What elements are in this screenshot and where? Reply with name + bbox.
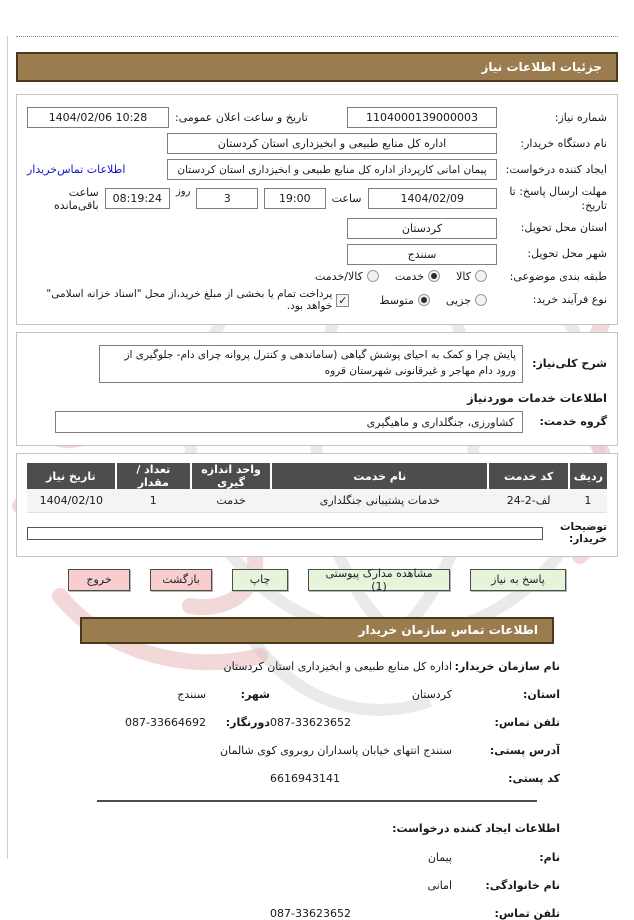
col-unit: واحد اندازه گیری [191,463,271,489]
request-creator-field[interactable]: پیمان امانی کارپرداز اداره کل منابع طبیعی و ابخیزداری استان کردستان [167,159,497,180]
cell-unit: خدمت [191,489,271,512]
section-divider [97,800,537,802]
request-creator-section [74,822,560,920]
org-name-row [74,660,560,673]
deadline-label: مهلت ارسال پاسخ: تا تاریخ: [509,185,607,212]
radio-partial-label: جزیی [445,293,471,307]
request-creator-row [27,159,607,180]
service-group-field[interactable]: کشاورزی، جنگلداری و ماهیگیری [55,411,523,433]
need-info-panel [16,94,618,325]
creator-first-name-label: نام: [539,850,560,864]
purchase-process-row [27,288,607,312]
col-code: کد خدمت [488,463,568,489]
back-button[interactable]: بازگشت [150,569,212,591]
services-info-heading: اطلاعات خدمات موردنیاز [467,391,607,406]
checkbox-checked-icon: ✓ [338,293,348,307]
creator-last-name-value: امانی [427,878,452,892]
org-phone-label: تلفن تماس: [494,715,560,729]
delivery-city-row [27,244,607,265]
radio-icon [475,270,487,282]
org-province-value: کردستان [411,687,452,701]
buyer-org-row [27,133,607,154]
services-table-panel [16,453,618,557]
service-group-row [27,411,607,433]
radio-goods-service[interactable] [315,270,379,283]
service-group-label: گروه خدمت: [539,415,607,429]
description-panel [16,332,618,446]
section-header-need-details [16,52,618,82]
buyer-comments-row [27,521,607,546]
col-row: ردیف [569,463,607,489]
announce-datetime-field[interactable]: 1404/02/06 10:28 [27,107,169,128]
buyer-comments-label: توضیحات خریدار: [559,520,607,546]
creator-phone-row [74,907,560,920]
subject-class-label: طبقه بندی موضوعی: [509,269,607,283]
radio-service[interactable] [395,270,440,283]
org-name-value: اداره کل منابع طبیعی و ابخیزداری استان کردستان [223,659,452,673]
org-address-row [74,744,560,757]
respond-button[interactable]: پاسخ به نیاز [470,569,566,591]
buyer-comments-field[interactable] [27,527,543,540]
radio-medium[interactable] [379,294,430,307]
view-attachments-button[interactable]: مشاهده مدارک پیوستی (1) [308,569,450,591]
time-remaining-field[interactable]: 08:19:24 [105,188,170,209]
announce-datetime-label: تاریخ و ساعت اعلان عمومی: [175,111,308,124]
buyer-contact-link[interactable]: اطلاعات تماس‌خریدار [27,163,126,176]
org-phone-value: 087-33623652 [270,715,351,729]
radio-goods-label: کالا [456,269,471,283]
creator-last-name-label: نام خانوادگی: [485,878,560,892]
top-dotted-divider [16,36,618,37]
radio-icon [475,294,487,306]
org-province-label: استان: [523,687,560,701]
org-province-city-row [74,688,560,701]
radio-checked-icon [418,294,430,306]
org-contact-section [74,660,560,785]
org-fax-value: 087-33664692 [125,715,206,729]
radio-medium-label: متوسط [379,293,414,307]
org-city-value: سنندج [177,687,206,701]
days-remaining-field[interactable]: 3 [196,188,258,209]
col-date: تاریخ نیاز [27,463,116,489]
radio-icon [367,270,379,282]
treasury-note: پرداخت تمام یا بخشی از مبلغ خرید،از محل "اسناد خزانه اسلامی" خواهد بود. [46,288,333,313]
delivery-province-row [27,218,607,239]
delivery-province-label: استان محل تحویل: [520,221,607,235]
action-buttons [16,566,618,593]
deadline-hour-label: ساعت [331,192,362,206]
cell-code: لف-2-24 [488,489,568,512]
deadline-time-field[interactable]: 19:00 [264,188,326,209]
radio-partial[interactable] [446,294,487,307]
org-postal-row [74,772,560,785]
col-name: نام خدمت [271,463,488,489]
services-table [27,463,607,513]
creator-phone-value: 087-33623652 [270,906,351,920]
cell-qty: 1 [116,489,191,512]
delivery-province-field[interactable]: کردستان [347,218,497,239]
treasury-checkbox-option[interactable] [27,288,349,312]
need-description-row [27,345,607,383]
purchase-process-label: نوع فرآیند خرید: [532,293,607,307]
days-label: روز [175,186,191,197]
delivery-city-label: شهر محل تحویل: [527,247,607,261]
radio-goods[interactable] [456,270,487,283]
org-address-value: سنندج انتهای خیابان پاسداران روبروی کوی شالمان [220,743,452,757]
creator-first-name-row [74,851,560,864]
buyer-org-field[interactable]: اداره کل منابع طبیعی و ابخیزداری استان کردستان [167,133,497,154]
radio-service-label: خدمت [394,269,425,283]
cell-row: 1 [569,489,607,512]
org-postal-value: 6616943141 [270,771,340,785]
deadline-row [27,185,607,213]
table-header-row [27,463,607,489]
creator-section-heading: اطلاعات ایجاد کننده درخواست: [392,821,560,835]
time-remaining-label: ساعت باقی‌مانده [54,185,99,212]
exit-button[interactable]: خروج [68,569,130,591]
need-description-field[interactable]: پایش چرا و کمک به احیای پوشش گیاهی (ساماندهی و کنترل پروانه چرای دام- جلوگیری از ورود دام مهاجر و غیرقانونی شهرستان قروه [99,345,523,383]
subject-class-row [27,270,607,284]
org-fax-label: دورنگار: [225,715,270,729]
need-number-label: شماره نیاز: [554,110,607,124]
buyer-org-label: نام دستگاه خریدار: [520,136,607,150]
org-name-label: نام سازمان خریدار: [454,659,560,673]
request-creator-label: ایجاد کننده درخواست: [505,162,607,176]
col-qty: تعداد / مقدار [116,463,191,489]
cell-name: خدمات پشتیبانی جنگلداری [271,489,488,512]
section-header-org-contact [80,617,554,644]
org-postal-label: کد پستی: [508,771,560,785]
creator-first-name-value: پیمان [427,850,452,864]
org-phone-fax-row [74,716,560,729]
need-description-label: شرح کلی‌نیاز: [532,357,607,371]
org-contact-title: اطلاعات تماس سازمان خریدار [358,623,538,638]
print-button[interactable]: چاپ [232,569,288,591]
org-city-label: شهر: [240,687,270,701]
need-number-row [27,107,607,128]
creator-last-name-row [74,879,560,892]
cell-date: 1404/02/10 [27,489,116,512]
creator-phone-label: تلفن تماس: [494,906,560,920]
radio-goods-service-label: کالا/خدمت [315,269,363,283]
radio-checked-icon [428,270,440,282]
table-row[interactable] [27,489,607,512]
deadline-date-field[interactable]: 1404/02/09 [368,188,497,209]
delivery-city-field[interactable]: سنندج [347,244,497,265]
need-details-title: جزئیات اطلاعات نیاز [481,60,602,74]
org-address-label: آدرس پستی: [489,743,560,757]
need-number-field[interactable]: 1104000139000003 [347,107,497,128]
